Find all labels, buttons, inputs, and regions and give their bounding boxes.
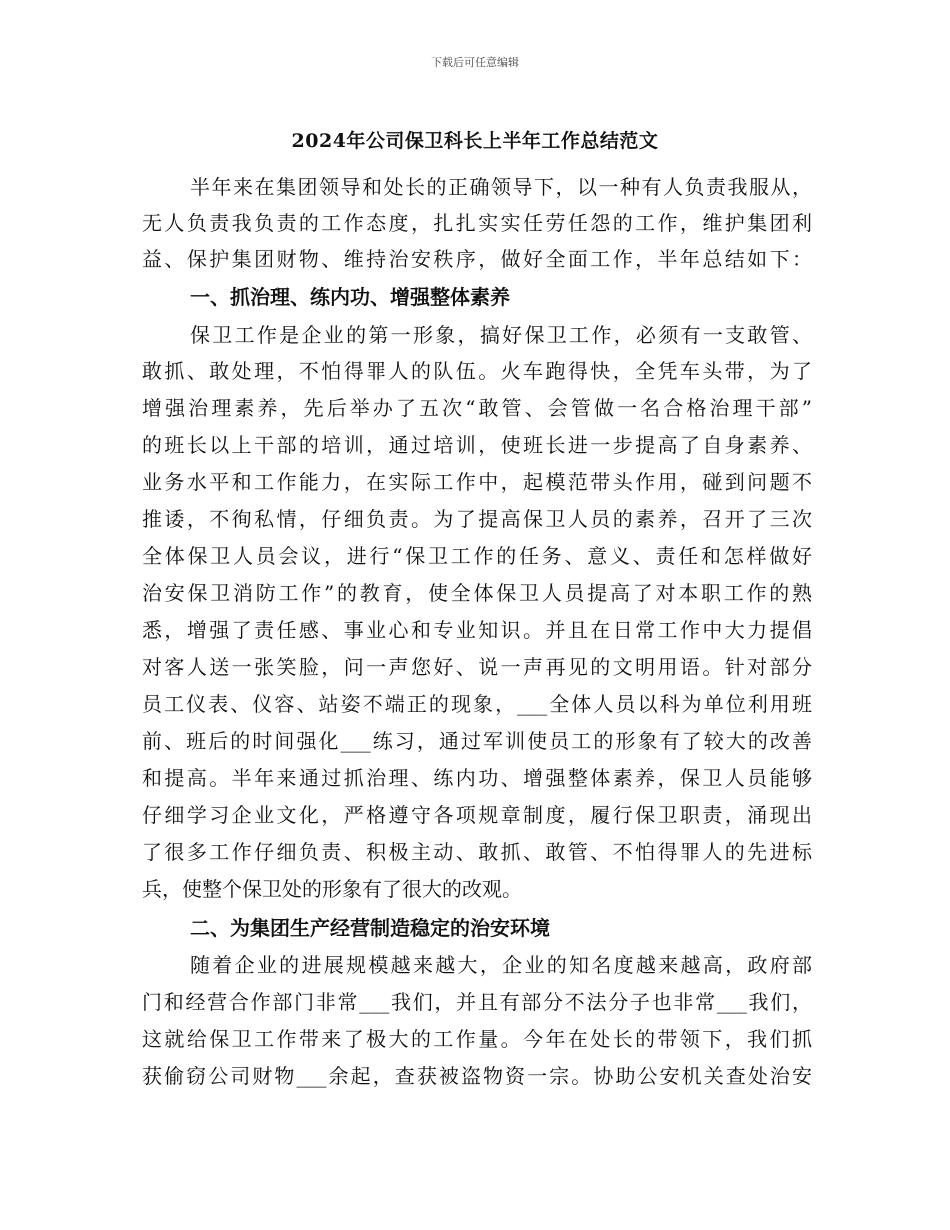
section-heading: 二、为集团生产经营制造稳定的治安环境 — [190, 916, 550, 940]
paragraph-line: 全体保卫人员会议，进行“保卫工作的任务、意义、责任和怎样做好 — [142, 544, 812, 568]
paragraph-line: 的班长以上干部的培训，通过培训，使班长进一步提高了自身素养、 — [142, 433, 812, 457]
paragraph-line: 仔细学习企业文化，严格遵守各项规章制度，履行保卫职责，涌现出 — [142, 803, 812, 827]
paragraph-line: 增强治理素养，先后举办了五次“敢管、会管做一名合格治理干部” — [142, 396, 812, 420]
header-note: 下载后可任意编辑 — [431, 56, 519, 69]
paragraph-line: 了很多工作仔细负责、积极主动、敢抓、敢管、不怕得罪人的先进标 — [142, 840, 812, 864]
paragraph-line: 保卫工作是企业的第一形象，搞好保卫工作，必须有一支敢管、 — [190, 323, 812, 347]
paragraph-line: 获偷窃公司财物___余起，查获被盗物资一宗。协助公安机关查处治安 — [142, 1064, 812, 1088]
paragraph-line: 治安保卫消防工作”的教育，使全体保卫人员提高了对本职工作的熟 — [142, 581, 812, 605]
paragraph-line: 推诿，不徇私情，仔细负责。为了提高保卫人员的素养，召开了三次 — [142, 507, 812, 531]
paragraph-line: 敢抓、敢处理，不怕得罪人的队伍。火车跑得快，全凭车头带，为了 — [142, 359, 812, 383]
paragraph-line: 门和经营合作部门非常___我们，并且有部分不法分子也非常___我们， — [142, 990, 812, 1014]
paragraph-line: 业务水平和工作能力，在实际工作中，起模范带头作用，碰到问题不 — [142, 470, 812, 494]
paragraph-line: 半年来在集团领导和处长的正确领导下，以一种有人负责我服从， — [190, 175, 812, 199]
paragraph-line: 这就给保卫工作带来了极大的工作量。今年在处长的带领下，我们抓 — [142, 1027, 812, 1051]
paragraph-line: 悉，增强了责任感、事业心和专业知识。并且在日常工作中大力提倡 — [142, 618, 812, 642]
document-title: 2024年公司保卫科长上半年工作总结范文 — [291, 130, 659, 152]
paragraph-line: 无人负责我负责的工作态度，扎扎实实任劳任怨的工作，维护集团利 — [142, 211, 812, 235]
paragraph-line: 益、保护集团财物、维持治安秩序，做好全面工作，半年总结如下： — [142, 247, 812, 271]
paragraph-line: 随着企业的进展规模越来越大，企业的知名度越来越高，政府部 — [190, 953, 812, 977]
paragraph-line: 前、班后的时间强化___练习，通过军训使员工的形象有了较大的改善 — [142, 729, 812, 753]
section-heading: 一、抓治理、练内功、增强整体素养 — [190, 285, 510, 309]
paragraph-line: 兵，使整个保卫处的形象有了很大的改观。 — [142, 877, 522, 901]
paragraph-line: 和提高。半年来通过抓治理、练内功、增强整体素养，保卫人员能够 — [142, 766, 812, 790]
paragraph-line: 对客人送一张笑脸，问一声您好、说一声再见的文明用语。针对部分 — [142, 655, 812, 679]
paragraph-line: 员工仪表、仪容、站姿不端正的现象，___全体人员以科为单位利用班 — [142, 692, 812, 716]
